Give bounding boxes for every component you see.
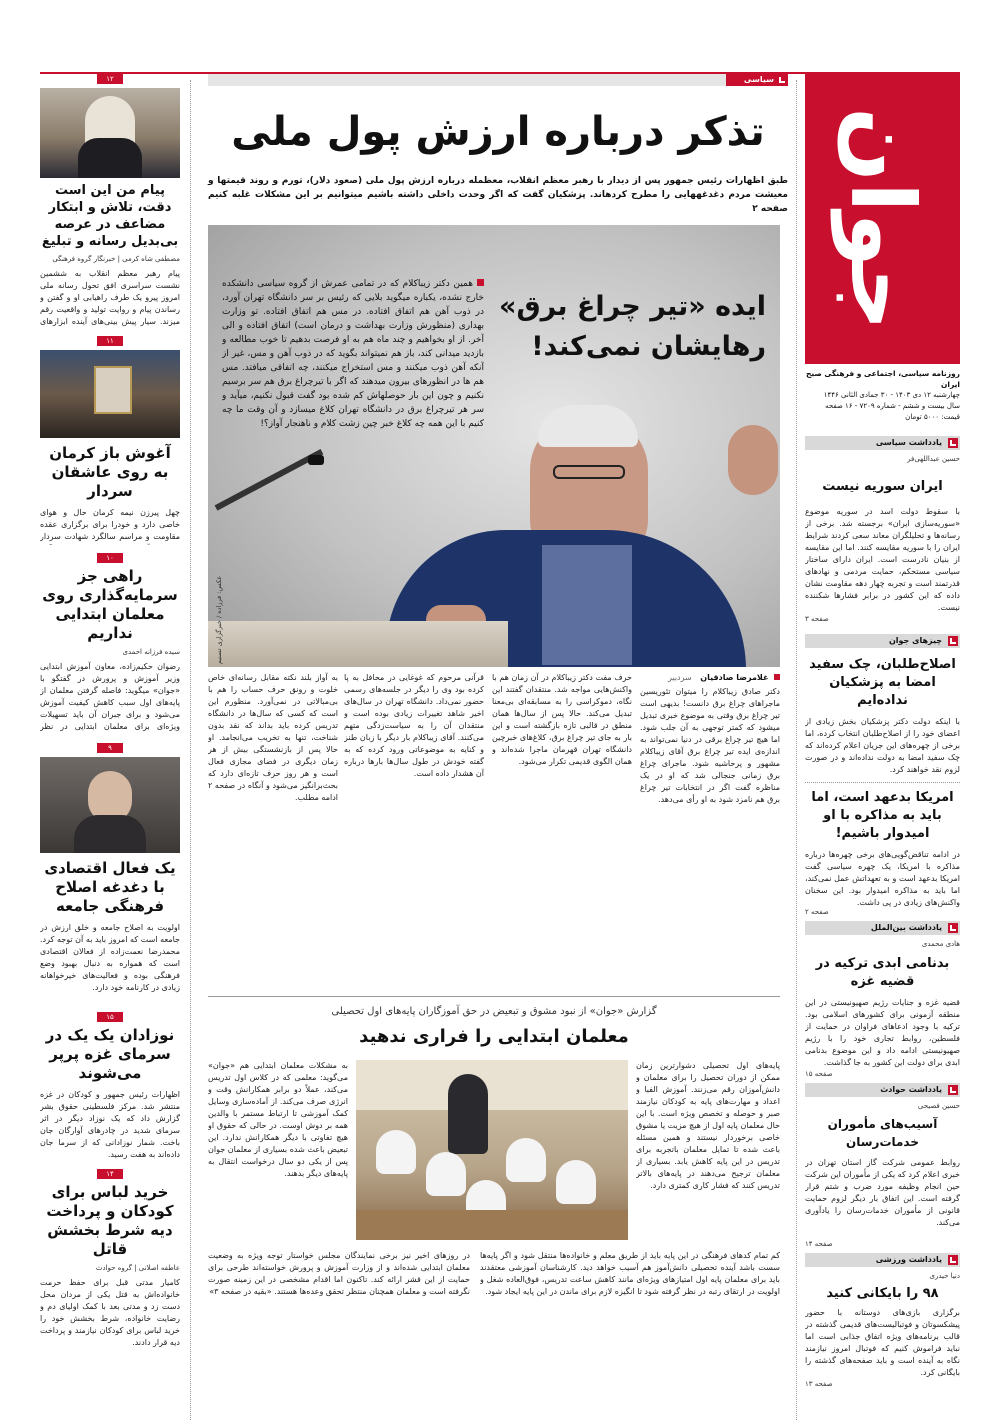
note-text: در ادامه تناقض‌گویی‌های برخی چهره‌ها درباره مذاکره با امریکا، یک چهره سیاسی گفت امریکا بدعهد است و به تعهداتش عمل نمی‌کند، اما باید به مذاکره امیدوار بود. این سخنان واکنش‌های زیادی در پی داشت. — [805, 850, 960, 907]
page-badge[interactable]: ۱۲ — [97, 74, 123, 84]
feature-quote-text: همین دکتر زیباکلام که در تمامی عمرش از گروه سیاسی دانشکده خارج نشده، یکباره میگوید بلایی که رئیس بر سر دانشگاه تهران آورد، در ذوب آهن هم اتفاق افتاده. در مس هم اتفاق افتاده. تو وزارت بهداری (منظورش وزارت بهداشت و درمان است) اتفاق افتاده و الی آخر. از او بخواهیم و چند ماه هم به او فرصت بدهیم تا خوب مطالعه و بازدید میدانی کند، باز هم نمیتواند بگوید که در ذوب آهن و مس، غیر از آنکه آهن ذوب میکنند و مس استخراج میکنند، چه اتفاقی میافتد. مس هم ها در انظورهای بیرون میدهند که اگر با تیرچراغ برق هم سر برسیم نکنیم و چون این بار حوصلهاش کم شده بود گفت قبول نکنیم، میآید و سر هر تیرچراغ برق در دانشگاه تهران کلاغ میسازد و آن وقت ما چه کنیم با این همه چه کلاغ خبر چین زشت کلام و ناهنجار آواز؟! — [222, 279, 484, 429]
page-badge[interactable]: ۹ — [97, 743, 123, 753]
page-badge[interactable]: ۱۴ — [97, 1169, 123, 1179]
left-story-title[interactable]: خرید لباس برای کودکان و پرداخت دیه شرط بخشش قاتل — [46, 1183, 174, 1258]
left-story-title[interactable]: یک فعال اقتصادی با دغدغه اصلاح فرهنگی جامعه — [44, 859, 176, 915]
classroom-photo — [356, 1060, 628, 1240]
podium — [208, 621, 508, 667]
note-title[interactable]: آسیب‌های مأموران خدمات‌رسان — [827, 1117, 938, 1149]
kicker-icon — [779, 77, 785, 83]
report-column-2: کم تمام کدهای فرهنگی در این پایه باید از طریق معلم و خانواده‌ها منتقل شود و اگر پایه‌ها سست باشد آینده تحصیلی دانش‌آموز هم آسیب خواهد دید. کارشناسان آموزشی معتقدند باید برای معلمان پایه اول امتیازهای ویژه‌ای مانند کاهش ساعت تدریس، فوق‌العاده شغل و اولویت در ارتقای رتبه در نظر گرفته شود تا انگیزه لازم برای ماندن در این پایه ایجاد شود. — [480, 1251, 780, 1296]
report-divider — [208, 996, 780, 997]
checkmark-tag-icon — [948, 438, 958, 448]
masthead-logo: جوان — [831, 107, 934, 331]
checkmark-tag-icon — [948, 923, 958, 933]
report-column-3: به مشکلات معلمان ابتدایی هم «جوان» می‌گوید: معلمی که در کلاس اول تدریس می‌کند، عملاً دو برابر همکارانش وقت و انرژی صرف می‌کند. از آماده‌سازی وسایل کمک آموزشی تا ارتباط مستمر با والدین همه بر دوش اوست. در حالی که حقوق او هیچ تفاوتی با دیگر همکارانش ندارد. این تبعیض باعث شده بسیاری از معلمان جوان پس از یکی دو سال درخواست انتقال به پایه‌های دیگر بدهند. — [208, 1061, 348, 1178]
feature-author-name: غلامرضا صادقیان — [700, 673, 769, 682]
note-tag: یادداشت حوادث — [805, 1083, 960, 1097]
feature-headline-line1: ایده «تیر چراغ برق» — [499, 291, 766, 322]
note-text: برگزاری بازی‌های دوستانه با حضور پیشکسوتان و فوتبالیست‌های قدیمی گذشته در قالب برنامه‌های ویژه اتفاق جذابی است اما نباید فراموش کنیم که فوتبال امروز نیازمند نگاه به آینده است و باید صفحه‌های گذشته را بایگانی کرد. — [805, 1308, 960, 1377]
masthead-date: چهارشنبه ۱۲ دی ۱۴۰۳ - ۳۰ جمادی الثانی ۱۴۴۶ — [823, 391, 960, 399]
right-column — [805, 432, 960, 1422]
checkmark-tag-icon — [948, 1085, 958, 1095]
note-page-ref[interactable]: صفحه ۲ — [805, 908, 829, 916]
masthead-issue: سال بیست و ششم - شماره ۷۲۰۹ - ۱۶ صفحه — [825, 402, 960, 410]
divider — [805, 782, 960, 783]
note-title[interactable]: بدنامی ابدی ترکیه در قضیه غزه — [815, 956, 950, 989]
masthead-tagline: روزنامه سیاسی، اجتماعی و فرهنگی صبح ایران — [806, 369, 960, 389]
left-story-title[interactable]: آغوش باز کرمان به روی عاشقان سردار — [49, 444, 171, 500]
kicker-label: سیاسی — [743, 75, 774, 84]
note-author: دنیا حیدری — [929, 1272, 960, 1280]
note-author: حسین عبداللهی‌فر — [907, 455, 960, 463]
note-page-ref[interactable]: صفحه ۱۳ — [805, 1380, 833, 1388]
checkmark-tag-icon — [948, 1255, 958, 1265]
left-story-title[interactable]: پیام من این است دقت، تلاش و ابتکار مضاعف در عرصه بی‌بدیل رسانه و تبلیغ — [41, 183, 179, 249]
photo-credit: عکس: فرزاده / خبرگزاری تسنیم — [215, 575, 223, 665]
kerman-photo — [40, 350, 180, 438]
note-text: با اینکه دولت دکتر پزشکیان بخش زیادی از اعضای خود را از اصلاح‌طلبان انتخاب کرده، اما برخی از چهره‌های این جریان اعلام کرده‌اند که چک سفید امضا به دولت نداده‌اند و در صورت لزوم نقد خواهند کرد. — [805, 717, 960, 774]
feature-quote — [222, 277, 484, 457]
checkmark-tag-icon — [948, 636, 958, 646]
main-headline[interactable]: تذکر درباره ارزش پول ملی — [231, 109, 765, 155]
left-story-title[interactable]: راهی جز سرمایه‌گذاری روی معلمان ابتدایی نداریم — [42, 567, 178, 642]
note-title[interactable]: ۹۸ را بایکانی کنید — [826, 1286, 939, 1301]
feature-photo — [208, 225, 780, 667]
note-author: هادی محمدی — [921, 940, 960, 948]
left-story-text: رضوان حکیم‌زاده، معاون آموزش ابتدایی وزیر آموزش و پرورش در گفتگو با «جوان» میگوید: فاصله گرفتن معلمان از پایه‌های اول سبب کاهش کیفیت آموزش می‌شود و برای جبران آن باید تسهیلات ویژه‌ای برای معلمان ابتدایی در نظر — [40, 662, 180, 731]
left-story-text: چهل پیرزن نیمه کرمان حال و هوای خاصی دارد و خودرا برای برگزاری عقده مقاومت و مراسم سالگرد شهادت سردار — [40, 508, 180, 541]
feature-headline-line2: رهایشان نمی‌کند! — [531, 331, 766, 362]
main-lead — [208, 174, 788, 214]
left-story-byline: مصطفی شاه کرمی | خبرنگار گروه فرهنگی — [52, 255, 180, 263]
feature-author-tag: سردبیر — [668, 673, 692, 682]
note-tag: یادداشت سیاسی — [805, 436, 960, 450]
left-story-text: کامیار مدتی قبل برای حفظ حرمت خانواده‌اش به قتل یکی از مردان محل دست زد و مدتی بعد با کمک اولیای دم و رضایت خانواده، شرط بخشش خود را خرید لباس برای کودکان نیازمند و پرداخت دیه قرار دادند. — [40, 1278, 180, 1347]
note-text: قضیه غزه و جنایات رژیم صهیونیستی در این منطقه آزمونی برای کشورهای اسلامی بود. ترکیه با وجود ادعاهای فراوان در حمایت از فلسطین، روابط تجاری خود را با رژیم صهیونیستی ادامه داد و این موضوع بدنامی ابدی برای دولت این کشور به جا گذاشت. — [805, 998, 960, 1067]
economist-photo — [40, 757, 180, 853]
left-story-text: اظهارات رئیس جمهور و کودکان در غزه منتشر شد. مرکز فلسطینی حقوق بشر گزارش داد که یک نوزاد دیگر در اثر سرمای شدید در چادرهای آوارگان جان باخت. شمار نوزادانی که از سرما جان داده‌اند به هفت رسید. — [40, 1090, 180, 1159]
leader-photo — [40, 88, 180, 178]
note-page-ref[interactable]: صفحه ۱۵ — [805, 1070, 833, 1078]
feature-column-4: به آواز بلند نکته مقابل رسانه‌ای خاص خلوت و رونق حرف حساب را هم با بی‌مبالاتی در نمی‌آورد. منظورم این است که کسی که سال‌ها در دانشگاه تدریس کرده باید بداند که نقد بدون شناخت، تنها به تخریب می‌انجامد. او حالا پس از بازنشستگی بیش از هر زمان دیگری در فضای مجازی فعال است و هر روز حرف تازه‌ای دارد که بحث‌برانگیز می‌شود و آنگاه در صفحه ۲ ادامه مطلب. — [208, 673, 338, 802]
section-kicker — [208, 74, 788, 86]
masthead-logo-block — [805, 74, 960, 364]
note-title[interactable]: اصلاح‌طلبان، چک سفید امضا به پزشکیان نداده‌ایم — [809, 657, 956, 708]
report-column-4: در روزهای اخیر نیز برخی نمایندگان مجلس خواستار توجه ویژه به وضعیت معلمان ابتدایی شده‌اند و از وزارت آموزش و پرورش خواسته‌اند طرحی برای حمایت از این قشر ارائه کند. تاکنون اما اقدام مشخصی در این زمینه صورت نگرفته است و معلمان همچنان منتظر تحقق وعده‌ها هستند. «بقیه در صفحه ۳» — [208, 1251, 470, 1296]
page-badge[interactable]: ۱۵ — [97, 1012, 123, 1022]
red-square-bullet-icon — [477, 279, 484, 286]
page-badge[interactable]: ۱۱ — [97, 336, 123, 346]
feature-column-2: حرف مفت دکتر زیباکلام در آن زمان هم با واکنش‌هایی مواجه شد. منتقدان گفتند این نگاه، دموکراسی را به مسابقه‌ای بی‌معنا تبدیل می‌کند. حالا پس از سال‌ها همان منطق در قالبی تازه بازگشته است و این بار به جای تیر چراغ برق، کلاغ‌های خبرچین دانشگاه تهران قهرمان ماجرا شده‌اند و همان الگوی قدیمی تکرار می‌شود. — [492, 673, 632, 766]
note-tag: یادداشت ورزشی — [805, 1253, 960, 1267]
lead-text: طبق اظهارات رئیس جمهور پس از دیدار با رهبر معظم انقلاب، معظمله درباره ارزش پول ملی (صعود دلار)، تورم و روند قیمتها و معیشت مردم دغدغههایی را مطرح کردهاند. پزشکیان گفت که اگر وحدت داخلی داشته باشیم میتوانیم بر این مشکلات غلبه کنیم — [208, 176, 788, 200]
left-story-text: اولویت به اصلاح جامعه و خلق ارزش در جامعه است که امروز باید به آن توجه کرد. محمدرضا نعمت‌زاده از فعالان اقتصادی است که همواره به دنبال بهبود وضع فرهنگی بوده و فعالیت‌های خیرخواهانه زیادی در کارنامه خود دارد. — [40, 923, 180, 992]
note-title[interactable]: امریکا بدعهد است، اما باید به مذاکره با او امیدوار باشیم! — [811, 790, 954, 841]
column-divider-left — [190, 80, 191, 1420]
red-square-bullet-icon — [774, 674, 780, 680]
feature-author — [640, 672, 780, 684]
note-tag: چیزهای جوان — [805, 634, 960, 648]
left-story-byline: سیده فرزانه احمدی — [122, 648, 180, 656]
lead-page-ref[interactable]: صفحه ۲ — [752, 204, 788, 214]
left-story-byline: عاطفه اصلانی | گروه حوادث — [95, 1264, 180, 1272]
note-page-ref[interactable]: صفحه ۳ — [805, 615, 829, 623]
report-headline[interactable]: معلمان ابتدایی را فراری ندهید — [359, 1026, 629, 1047]
report-column-1: پایه‌های اول تحصیلی دشوارترین زمان ممکن از دوران تحصیل را برای معلمان و دانش‌آموزان رقم می‌زنند. آموزش الفبا و اعداد و مهارت‌های پایه به کودکان نیازمند صبر و حوصله و تخصص ویژه است. با این حال معلمان پایه اول از هیچ مزیت یا مشوق خاصی برخوردار نیستند و همین مسئله باعث شده تا تمایل معلمان باتجربه برای تدریس در این پایه کاهش یابد. بسیاری از معلمان ترجیح می‌دهند در پایه‌های بالاتر تدریس کنند که فشار کاری کمتری دارد. — [636, 1061, 780, 1190]
masthead-info — [805, 368, 960, 423]
left-story-title[interactable]: نوزادان یک یک در سرمای غزه پرپر می‌شوند — [45, 1026, 175, 1082]
feature-headline[interactable] — [486, 287, 766, 367]
masthead-price: قیمت: ۵۰۰۰ تومان — [905, 413, 960, 421]
left-story-text: پیام رهبر معظم انقلاب به ششمین نشست سراسری افق تحول رسانه ملی امروز پیرو یک طرف راهیابی او و گفتن و رساندن پیام و روایت تولید و واقعیت رقم میزند. سیار پیش بینی‌های آینده ابزارهای — [40, 269, 180, 326]
left-column — [40, 74, 180, 1424]
note-text: روابط عمومی شرکت گاز استان تهران در خبری اعلام کرد که یکی از مأموران این شرکت حین انجام وظیفه مورد ضرب و شتم قرار گرفته است. این اتفاق بار دیگر لزوم حمایت قانونی از مأموران خدمات‌رسان را یادآوری می‌کند. — [805, 1158, 960, 1227]
page-badge[interactable]: ۱۰ — [97, 553, 123, 563]
note-tag: یادداشت بین‌الملل — [805, 921, 960, 935]
feature-column-3: قرآنی مرحوم که غوغایی در محافل به پا کرده بود وی را دیگر در جلسه‌های رسمی حضور نمی‌داد. دانشگاه تهران در سال‌های اخیر شاهد تغییرات زیادی بوده است و منتقدان آن را به سیاست‌زدگی متهم می‌کنند. آقای زیباکلام بار دیگر با زبان طنز و کنایه به موضوعاتی ورود کرده که به گفته خودش در طول سال‌ها بارها درباره آن هشدار داده است. — [344, 673, 484, 778]
note-text: با سقوط دولت اسد در سوریه موضوع «سوریه‌سازی ایران» برجسته شد. برخی از رسانه‌ها و تحلیلگران معاند سعی کردند شرایط ایران را با سوریه مقایسه کنند. اما این مقایسه از بنیان نادرست است. ایران دارای ساختار سیاسی مستحکم، حمایت مردمی و نهادهای قدرتمند است و تجربه چهار دهه مقاومت نشان داده که این کشور در برابر فشارها شکننده نیست. — [805, 507, 960, 612]
note-title[interactable]: ایران سوریه نیست — [822, 479, 943, 494]
column-divider-right — [796, 80, 797, 1420]
feature-column-1: دکتر صادق زیباکلام را میتوان تئوریسین ماجراهای چراغ برق دانست! بدیهی است تیر چراغ برق وقتی به موضوع خبری تبدیل میشود که کمتر توجهی به آن جلب شود. اما هیچ تیر چراغ برقی در دنیا نمی‌تواند به اندازه‌ی ایده تیر چراغ برق آقای زیباکلام مشهور و پرحاشیه شود. ماجرای چراغ برق زمانی جنجالی شد که او در یک مناظره گفت اگر در انتخابات تیر چراغ برق هم نامزد شود به او رأی می‌دهد. — [640, 687, 780, 804]
note-page-ref[interactable]: صفحه ۱۴ — [805, 1240, 833, 1248]
report-kicker: گزارش «جوان» از نبود مشوق و تبعیض در حق آموزگاران پایه‌های اول تحصیلی — [331, 1006, 657, 1017]
note-author: حسین فصیحی — [917, 1102, 960, 1110]
